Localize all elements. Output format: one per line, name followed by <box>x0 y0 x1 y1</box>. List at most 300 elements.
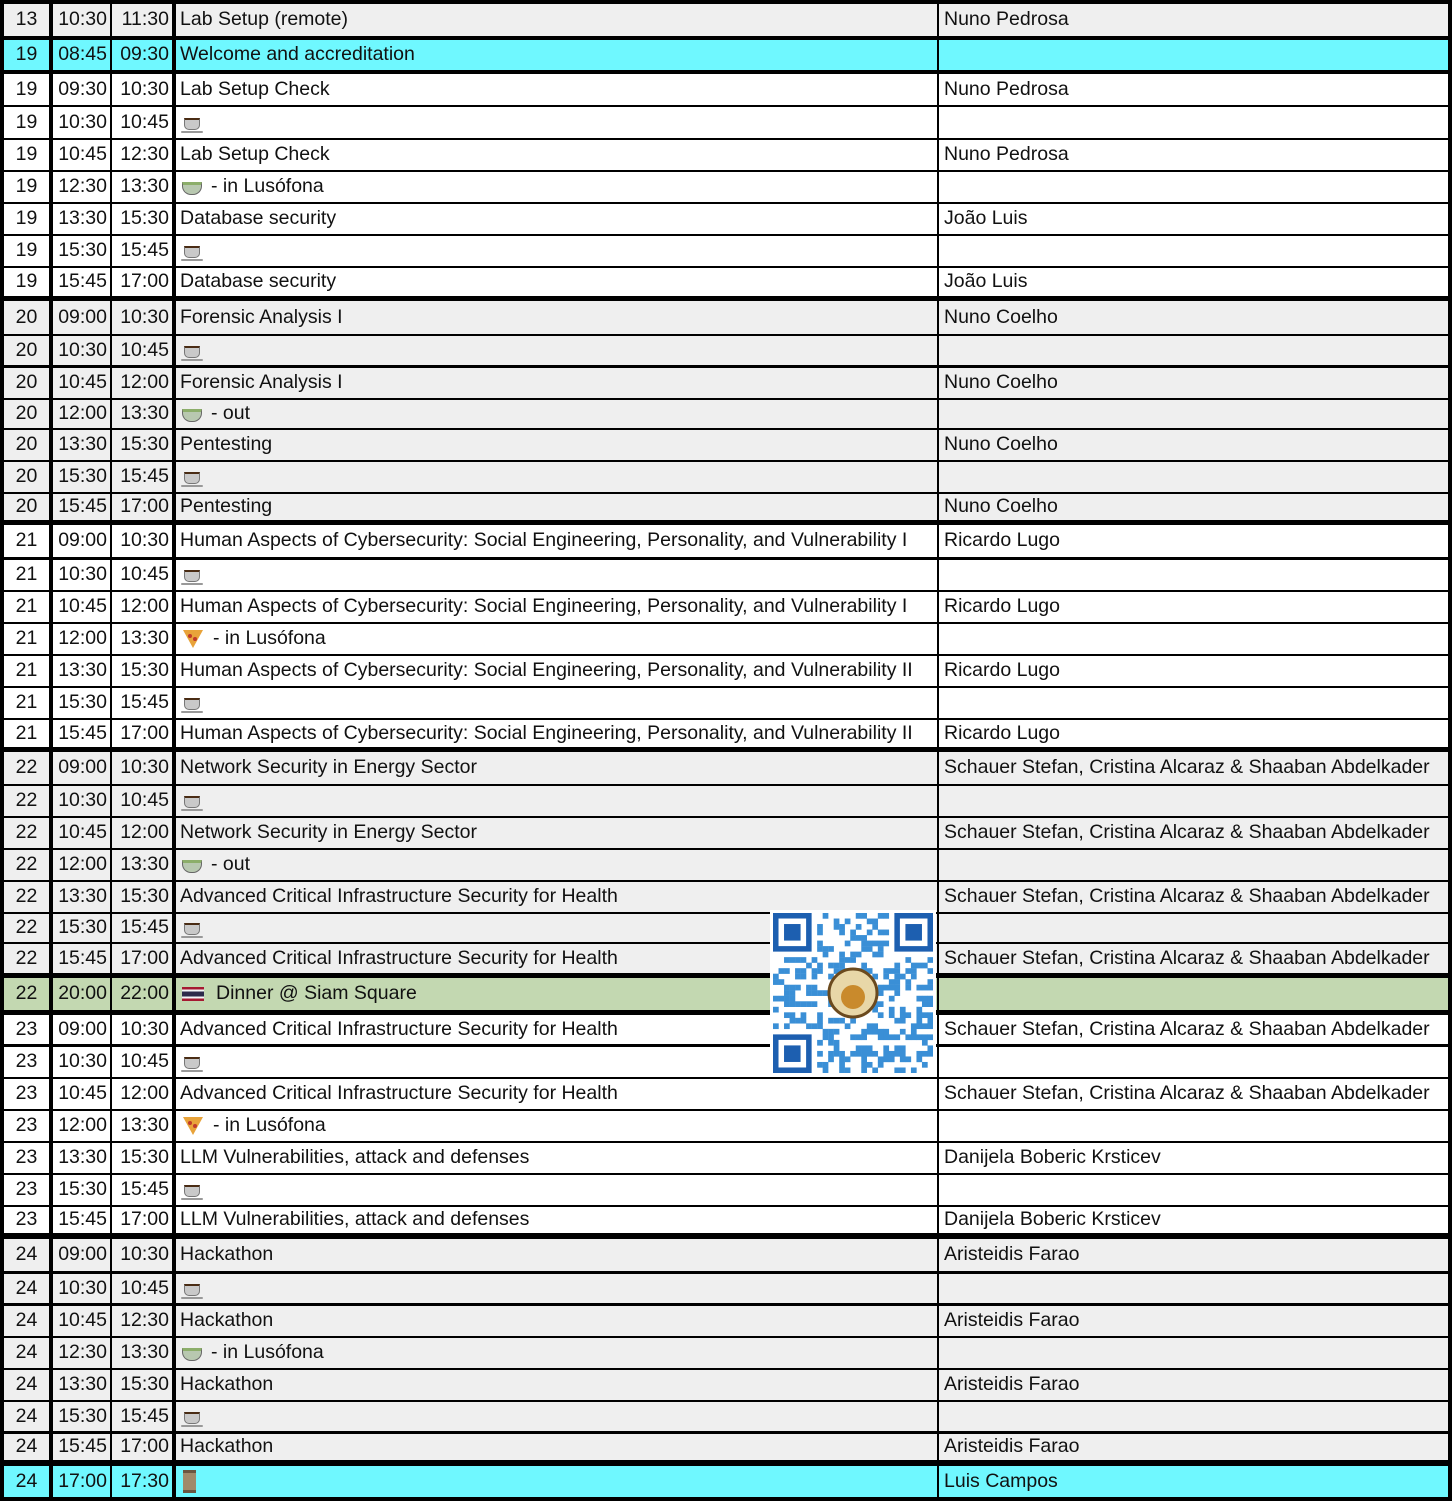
table-row <box>0 720 1452 747</box>
day-cell: 21 <box>4 720 49 747</box>
day-cell: 19 <box>4 172 49 202</box>
table-row <box>0 882 1452 912</box>
scroll-icon <box>183 1470 196 1493</box>
coffee-icon <box>184 472 200 484</box>
speaker-cell <box>939 914 1448 942</box>
session-title-cell <box>176 850 937 880</box>
speaker-cell: Nuno Pedrosa <box>939 4 1448 36</box>
speaker-cell: Schauer Stefan, Cristina Alcaraz & Shaaban Abdelkader <box>939 752 1448 784</box>
start-time-cell: 10:45 <box>53 368 110 398</box>
session-title-cell <box>176 236 937 266</box>
day-cell: 24 <box>4 1402 49 1431</box>
day-cell: 20 <box>4 301 49 334</box>
end-time-cell: 12:00 <box>112 1079 172 1109</box>
coffee-icon <box>184 1412 200 1424</box>
end-time-cell: 10:30 <box>112 752 172 784</box>
session-title-cell <box>176 560 937 590</box>
speaker-cell: Luis Campos <box>939 1466 1448 1497</box>
session-title: Lab Setup Check <box>180 143 330 166</box>
session-title-cell <box>176 462 937 492</box>
session-title: Forensic Analysis I <box>180 371 343 394</box>
session-title-cell <box>176 1370 937 1400</box>
day-cell: 23 <box>4 1079 49 1109</box>
start-time-cell: 10:45 <box>53 818 110 848</box>
end-time-cell: 17:00 <box>112 1207 172 1233</box>
day-cell: 24 <box>4 1370 49 1400</box>
end-time-cell: 10:30 <box>112 74 172 105</box>
session-title-cell <box>176 688 937 718</box>
start-time-cell: 13:30 <box>53 1143 110 1173</box>
end-time-cell: 13:30 <box>112 1111 172 1141</box>
session-title-cell <box>176 336 937 365</box>
day-cell: 23 <box>4 1175 49 1205</box>
start-time-cell: 20:00 <box>53 978 110 1010</box>
speaker-cell: Schauer Stefan, Cristina Alcaraz & Shaaban Abdelkader <box>939 944 1448 973</box>
speaker-cell: João Luis <box>939 204 1448 234</box>
day-cell: 24 <box>4 1466 49 1497</box>
speaker-cell <box>939 1175 1448 1205</box>
start-time-cell: 10:45 <box>53 1306 110 1336</box>
end-time-cell: 15:45 <box>112 688 172 718</box>
end-time-cell: 10:45 <box>112 1274 172 1303</box>
start-time-cell: 15:45 <box>53 268 110 296</box>
start-time-cell: 15:45 <box>53 720 110 747</box>
day-cell: 20 <box>4 368 49 398</box>
day-cell: 21 <box>4 525 49 557</box>
speaker-cell: Nuno Pedrosa <box>939 74 1448 105</box>
start-time-cell: 10:30 <box>53 786 110 816</box>
session-title-cell <box>176 624 937 654</box>
end-time-cell: 17:00 <box>112 720 172 747</box>
end-time-cell: 17:00 <box>112 494 172 520</box>
day-cell: 23 <box>4 1143 49 1173</box>
day-cell: 20 <box>4 462 49 492</box>
start-time-cell: 10:30 <box>53 4 110 36</box>
end-time-cell: 13:30 <box>112 400 172 428</box>
day-cell: 24 <box>4 1274 49 1303</box>
day-cell: 21 <box>4 688 49 718</box>
session-title: Advanced Critical Infrastructure Security for Health <box>180 946 618 969</box>
speaker-cell <box>939 1111 1448 1141</box>
session-title: Hackathon <box>180 1373 274 1396</box>
table-row <box>0 656 1452 686</box>
session-title: Hackathon <box>180 1243 274 1266</box>
session-title: - in Lusófona <box>213 1114 326 1137</box>
session-title-cell <box>176 140 937 170</box>
soup-bowl-icon <box>182 182 202 195</box>
table-row <box>0 1047 1452 1077</box>
session-title-cell <box>176 172 937 202</box>
session-title: Lab Setup (remote) <box>180 8 349 31</box>
day-cell: 22 <box>4 752 49 784</box>
table-row <box>0 914 1452 942</box>
end-time-cell: 15:30 <box>112 656 172 686</box>
speaker-cell <box>939 1047 1448 1077</box>
table-row <box>0 74 1452 105</box>
end-time-cell: 15:45 <box>112 236 172 266</box>
start-time-cell: 13:30 <box>53 882 110 912</box>
day-cell: 24 <box>4 1434 49 1460</box>
session-title-cell <box>176 40 937 70</box>
speaker-cell <box>939 40 1448 70</box>
speaker-cell: Nuno Coelho <box>939 494 1448 520</box>
table-row <box>0 236 1452 266</box>
session-title-cell <box>176 1402 937 1431</box>
table-row <box>0 1434 1452 1460</box>
table-row <box>0 1079 1452 1109</box>
session-title-cell <box>176 268 937 296</box>
session-title: - in Lusófona <box>211 175 324 198</box>
speaker-cell <box>939 1274 1448 1303</box>
start-time-cell: 10:30 <box>53 336 110 365</box>
start-time-cell: 15:30 <box>53 1402 110 1431</box>
end-time-cell: 17:00 <box>112 1434 172 1460</box>
day-cell: 24 <box>4 1338 49 1368</box>
day-cell: 21 <box>4 624 49 654</box>
table-row <box>0 172 1452 202</box>
day-cell: 22 <box>4 818 49 848</box>
end-time-cell: 15:45 <box>112 914 172 942</box>
day-cell: 19 <box>4 236 49 266</box>
day-cell: 23 <box>4 1047 49 1077</box>
speaker-cell: Nuno Coelho <box>939 368 1448 398</box>
soup-bowl-icon <box>182 860 202 873</box>
session-title-cell <box>176 400 937 428</box>
speaker-cell: Ricardo Lugo <box>939 656 1448 686</box>
table-row <box>0 462 1452 492</box>
coffee-icon <box>184 796 200 808</box>
start-time-cell: 08:45 <box>53 40 110 70</box>
session-title: Pentesting <box>180 433 273 456</box>
table-row <box>0 268 1452 296</box>
session-title-cell <box>176 204 937 234</box>
day-cell: 19 <box>4 140 49 170</box>
session-title-cell <box>176 1143 937 1173</box>
start-time-cell: 10:30 <box>53 560 110 590</box>
session-title-cell <box>176 430 937 460</box>
start-time-cell: 15:45 <box>53 1207 110 1233</box>
start-time-cell: 09:00 <box>53 1239 110 1271</box>
speaker-cell <box>939 1338 1448 1368</box>
end-time-cell: 10:45 <box>112 786 172 816</box>
speaker-cell <box>939 560 1448 590</box>
end-time-cell: 10:45 <box>112 1047 172 1077</box>
start-time-cell: 12:00 <box>53 624 110 654</box>
speaker-cell <box>939 462 1448 492</box>
end-time-cell: 17:00 <box>112 268 172 296</box>
table-row <box>0 430 1452 460</box>
day-cell: 22 <box>4 914 49 942</box>
table-row <box>0 818 1452 848</box>
end-time-cell: 10:45 <box>112 336 172 365</box>
table-row <box>0 1370 1452 1400</box>
thailand-flag-icon <box>182 987 204 1001</box>
session-title: Network Security in Energy Sector <box>180 756 477 779</box>
speaker-cell: João Luis <box>939 268 1448 296</box>
session-title: Forensic Analysis I <box>180 305 343 328</box>
end-time-cell: 12:30 <box>112 1306 172 1336</box>
session-title-cell <box>176 107 937 138</box>
soup-bowl-icon <box>182 1348 202 1361</box>
speaker-cell <box>939 1402 1448 1431</box>
table-row <box>0 40 1452 70</box>
end-time-cell: 15:30 <box>112 430 172 460</box>
start-time-cell: 10:45 <box>53 140 110 170</box>
session-title-cell <box>176 752 937 784</box>
speaker-cell: Danijela Boberic Krsticev <box>939 1207 1448 1233</box>
day-cell: 19 <box>4 204 49 234</box>
day-cell: 24 <box>4 1306 49 1336</box>
session-title-cell <box>176 1207 937 1233</box>
session-title-cell <box>176 1274 937 1303</box>
day-cell: 23 <box>4 1111 49 1141</box>
start-time-cell: 15:45 <box>53 494 110 520</box>
speaker-cell: Nuno Coelho <box>939 430 1448 460</box>
soup-bowl-icon <box>182 409 202 422</box>
start-time-cell: 10:45 <box>53 592 110 622</box>
end-time-cell: 13:30 <box>112 624 172 654</box>
day-cell: 19 <box>4 268 49 296</box>
end-time-cell: 15:45 <box>112 1402 172 1431</box>
speaker-cell <box>939 107 1448 138</box>
end-time-cell: 15:30 <box>112 204 172 234</box>
start-time-cell: 10:30 <box>53 107 110 138</box>
speaker-cell <box>939 624 1448 654</box>
table-row <box>0 1338 1452 1368</box>
end-time-cell: 17:30 <box>112 1466 172 1497</box>
end-time-cell: 10:30 <box>112 301 172 334</box>
coffee-icon <box>184 1057 200 1069</box>
day-cell: 24 <box>4 1239 49 1271</box>
speaker-cell: Schauer Stefan, Cristina Alcaraz & Shaaban Abdelkader <box>939 1015 1448 1044</box>
table-row <box>0 1306 1452 1336</box>
coffee-icon <box>184 1185 200 1197</box>
end-time-cell: 15:30 <box>112 882 172 912</box>
table-row <box>0 336 1452 365</box>
speaker-cell: Nuno Pedrosa <box>939 140 1448 170</box>
end-time-cell: 10:30 <box>112 1239 172 1271</box>
qr-code-icon <box>773 913 933 1073</box>
coffee-icon <box>184 698 200 710</box>
table-row <box>0 752 1452 784</box>
table-row <box>0 1466 1452 1497</box>
speaker-cell <box>939 236 1448 266</box>
day-cell: 21 <box>4 592 49 622</box>
day-cell: 13 <box>4 4 49 36</box>
session-title: - out <box>211 853 251 876</box>
start-time-cell: 10:30 <box>53 1274 110 1303</box>
start-time-cell: 15:30 <box>53 462 110 492</box>
day-cell: 23 <box>4 1015 49 1044</box>
day-cell: 22 <box>4 978 49 1010</box>
table-row <box>0 1402 1452 1431</box>
session-title-cell <box>176 1306 937 1336</box>
session-title: Pentesting <box>180 495 273 518</box>
session-title-cell <box>176 1434 937 1460</box>
day-cell: 20 <box>4 336 49 365</box>
end-time-cell: 13:30 <box>112 850 172 880</box>
table-row <box>0 204 1452 234</box>
start-time-cell: 12:30 <box>53 1338 110 1368</box>
table-row <box>0 494 1452 520</box>
end-time-cell: 09:30 <box>112 40 172 70</box>
table-row <box>0 944 1452 973</box>
start-time-cell: 15:30 <box>53 1175 110 1205</box>
start-time-cell: 09:00 <box>53 752 110 784</box>
speaker-cell: Nuno Coelho <box>939 301 1448 334</box>
start-time-cell: 12:30 <box>53 172 110 202</box>
session-title-cell <box>176 1175 937 1205</box>
day-cell: 20 <box>4 494 49 520</box>
table-row <box>0 1015 1452 1044</box>
session-title-cell <box>176 368 937 398</box>
start-time-cell: 09:00 <box>53 1015 110 1044</box>
end-time-cell: 15:45 <box>112 1175 172 1205</box>
start-time-cell: 15:30 <box>53 688 110 718</box>
session-title-cell <box>176 525 937 557</box>
session-title-cell <box>176 818 937 848</box>
start-time-cell: 12:00 <box>53 850 110 880</box>
session-title-cell <box>176 494 937 520</box>
session-title: - out <box>211 402 251 425</box>
session-title: Human Aspects of Cybersecurity: Social Engineering, Personality, and Vulnerability I <box>180 529 908 552</box>
table-row <box>0 400 1452 428</box>
table-row <box>0 1239 1452 1271</box>
session-title: Human Aspects of Cybersecurity: Social Engineering, Personality, and Vulnerability I <box>180 595 908 618</box>
session-title: Dinner @ Siam Square <box>216 982 417 1005</box>
day-cell: 20 <box>4 430 49 460</box>
start-time-cell: 13:30 <box>53 430 110 460</box>
speaker-cell: Danijela Boberic Krsticev <box>939 1143 1448 1173</box>
table-row <box>0 850 1452 880</box>
session-title: Hackathon <box>180 1309 274 1332</box>
end-time-cell: 10:45 <box>112 107 172 138</box>
table-row <box>0 368 1452 398</box>
day-cell: 21 <box>4 560 49 590</box>
session-title: Advanced Critical Infrastructure Security for Health <box>180 1082 618 1105</box>
session-title: Advanced Critical Infrastructure Security for Health <box>180 885 618 908</box>
session-title-cell <box>176 592 937 622</box>
speaker-cell <box>939 978 1448 1010</box>
session-title: Network Security in Energy Sector <box>180 821 477 844</box>
start-time-cell: 15:45 <box>53 944 110 973</box>
start-time-cell: 13:30 <box>53 204 110 234</box>
start-time-cell: 15:45 <box>53 1434 110 1460</box>
table-row <box>0 140 1452 170</box>
session-title: Human Aspects of Cybersecurity: Social Engineering, Personality, and Vulnerability II <box>180 659 913 682</box>
session-title-cell <box>176 720 937 747</box>
table-row <box>0 1143 1452 1173</box>
end-time-cell: 13:30 <box>112 1338 172 1368</box>
table-row <box>0 688 1452 718</box>
day-cell: 22 <box>4 882 49 912</box>
table-row <box>0 525 1452 557</box>
day-cell: 23 <box>4 1207 49 1233</box>
session-title-cell <box>176 301 937 334</box>
day-cell: 21 <box>4 656 49 686</box>
speaker-cell <box>939 850 1448 880</box>
coffee-icon <box>184 346 200 358</box>
session-title-cell <box>176 882 937 912</box>
end-time-cell: 12:30 <box>112 140 172 170</box>
end-time-cell: 12:00 <box>112 818 172 848</box>
session-title-cell <box>176 1079 937 1109</box>
start-time-cell: 12:00 <box>53 400 110 428</box>
coffee-icon <box>184 118 200 130</box>
session-title: Advanced Critical Infrastructure Security for Health <box>180 1017 618 1040</box>
speaker-cell <box>939 336 1448 365</box>
coffee-icon <box>184 570 200 582</box>
speaker-cell: Aristeidis Farao <box>939 1239 1448 1271</box>
speaker-cell <box>939 786 1448 816</box>
speaker-cell: Ricardo Lugo <box>939 525 1448 557</box>
end-time-cell: 17:00 <box>112 944 172 973</box>
session-title-cell <box>176 4 937 36</box>
table-row <box>0 301 1452 334</box>
table-row <box>0 107 1452 138</box>
end-time-cell: 12:00 <box>112 368 172 398</box>
coffee-icon <box>184 1284 200 1296</box>
session-title: - in Lusófona <box>211 1341 324 1364</box>
session-title: Human Aspects of Cybersecurity: Social Engineering, Personality, and Vulnerability II <box>180 721 913 744</box>
table-row <box>0 1207 1452 1233</box>
end-time-cell: 12:00 <box>112 592 172 622</box>
table-row <box>0 1111 1452 1141</box>
session-title-cell <box>176 1338 937 1368</box>
end-time-cell: 10:45 <box>112 560 172 590</box>
table-row <box>0 560 1452 590</box>
start-time-cell: 10:30 <box>53 1047 110 1077</box>
coffee-icon <box>184 923 200 935</box>
session-title-cell <box>176 74 937 105</box>
qr-code[interactable] <box>770 910 936 1076</box>
start-time-cell: 10:45 <box>53 1079 110 1109</box>
start-time-cell: 17:00 <box>53 1466 110 1497</box>
session-title-cell <box>176 1111 937 1141</box>
start-time-cell: 15:30 <box>53 914 110 942</box>
day-cell: 20 <box>4 400 49 428</box>
table-row <box>0 624 1452 654</box>
session-title: LLM Vulnerabilities, attack and defenses <box>180 1146 530 1169</box>
session-title-cell <box>176 1239 937 1271</box>
speaker-cell: Aristeidis Farao <box>939 1306 1448 1336</box>
end-time-cell: 15:30 <box>112 1370 172 1400</box>
table-row <box>0 786 1452 816</box>
session-title-cell <box>176 786 937 816</box>
session-title: Database security <box>180 207 337 230</box>
day-cell: 19 <box>4 40 49 70</box>
start-time-cell: 09:00 <box>53 525 110 557</box>
start-time-cell: 13:30 <box>53 656 110 686</box>
day-cell: 22 <box>4 850 49 880</box>
speaker-cell <box>939 172 1448 202</box>
pizza-icon <box>183 1117 203 1135</box>
day-cell: 22 <box>4 944 49 973</box>
table-row <box>0 978 1452 1010</box>
table-row <box>0 1274 1452 1303</box>
session-title: - in Lusófona <box>213 627 326 650</box>
speaker-cell: Ricardo Lugo <box>939 720 1448 747</box>
session-title: LLM Vulnerabilities, attack and defenses <box>180 1208 530 1231</box>
speaker-cell: Schauer Stefan, Cristina Alcaraz & Shaaban Abdelkader <box>939 1079 1448 1109</box>
speaker-cell <box>939 688 1448 718</box>
speaker-cell: Aristeidis Farao <box>939 1370 1448 1400</box>
start-time-cell: 15:30 <box>53 236 110 266</box>
start-time-cell: 12:00 <box>53 1111 110 1141</box>
end-time-cell: 13:30 <box>112 172 172 202</box>
session-title: Welcome and accreditation <box>180 43 415 66</box>
end-time-cell: 10:30 <box>112 525 172 557</box>
